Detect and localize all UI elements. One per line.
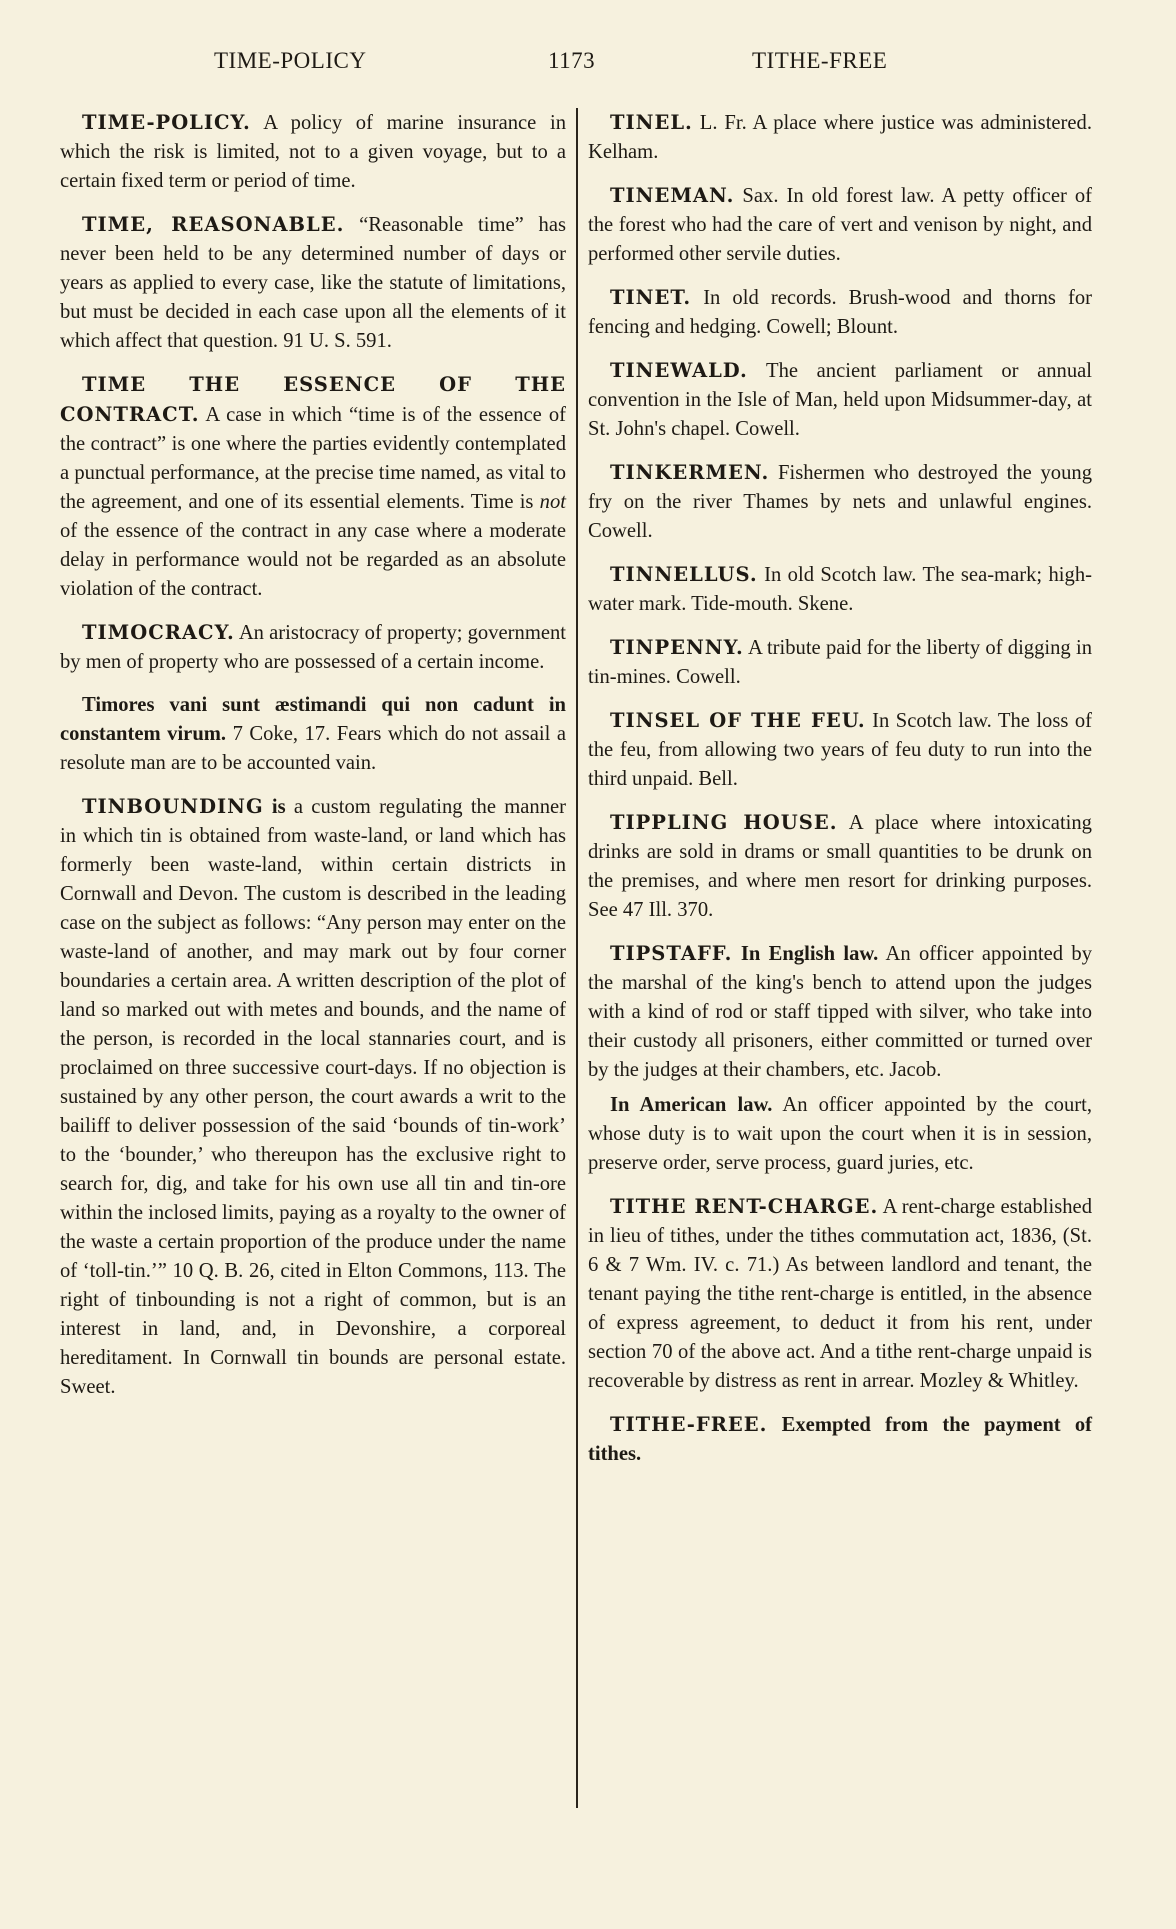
- definition: L. Fr. A place where justice was administered. Kelham.: [588, 112, 1092, 163]
- emphasis: not: [539, 491, 566, 513]
- entry-tithe-rent-charge: [588, 1192, 1092, 1396]
- headword: TIMOCRACY.: [82, 621, 235, 644]
- entry-tineman: [588, 181, 1092, 269]
- bold-lead: In English law.: [732, 943, 879, 965]
- headword: TINEL.: [610, 111, 693, 134]
- headword: TINET.: [610, 286, 692, 309]
- entry-tinkermen: [588, 458, 1092, 546]
- headword: TITHE RENT-CHARGE.: [610, 1195, 879, 1218]
- page-number: 1173: [548, 48, 596, 73]
- entry-timocracy: [60, 618, 566, 677]
- definition: An officer appointed by the court, whose duty is to wait upon the court when it is in session, preserve order, serve process, guard juries, etc.: [588, 1094, 1092, 1174]
- headword: TINBOUNDING: [82, 795, 264, 818]
- entry-tipstaff: [588, 939, 1092, 1085]
- definition: A place where intoxicating drinks are sold in drams or small quantities to be drunk on the premises, and where men resort for drinking purposes. See 47 Ill. 370.: [588, 812, 1092, 921]
- right-column: [588, 108, 1092, 1483]
- definition: 7 Coke, 17. Fears which do not assail a resolute man are to be accounted vain.: [60, 723, 567, 774]
- headword: TINSEL OF THE FEU.: [610, 709, 866, 732]
- bold-lead: Exempted from the payment of tithes.: [588, 1414, 1092, 1465]
- headword: TIPPLING HOUSE.: [610, 811, 838, 834]
- definition: a custom regulating the manner in which tin is obtained from waste-land, or land which has formerly been waste-land, within certain districts in Cornwall and Devon. The custom is described in the leading case on the subject as follows: “Any person may enter on the waste-land of another, and may mark out by four corner boundaries a certain area. A written description of the plot of land so marked out with metes and bounds, and the name of the person, is recorded in the local stannaries court, and is proclaimed on three successive court-days. If no objection is sustained by any other person, the court awards a writ to the bailiff to deliver possession of the said ‘bounds of tin-work’ to the ‘bounder,’ who thereupon has the exclusive right to search for, dig, and take for his own use all tin and tin-ore within the inclosed limits, paying as a royalty to the owner of the waste a certain proportion of the produce under the name of ‘toll-tin.’” 10 Q. B. 26, cited in Elton Commons, 113. The right of tinbounding is not a right of common, but is an interest in land, and, in Devonshire, a corporeal hereditament. In Cornwall tin bounds are personal estate. Sweet.: [60, 796, 566, 1398]
- entry-tinpenny: [588, 633, 1092, 692]
- definition: In Scotch law. The loss of the feu, from allowing two years of feu duty to run into the third unpaid. Bell.: [588, 710, 1092, 790]
- headword: TINKERMEN.: [610, 461, 770, 484]
- headword: TIME THE ESSENCE OF THE CONTRACT.: [60, 373, 566, 426]
- headword: TITHE-FREE.: [610, 1413, 768, 1436]
- definition: An aristocracy of property; government by men of property who are possessed of a certain income.: [60, 622, 566, 673]
- definition: Sax. In old forest law. A petty officer of the forest who had the care of vert and venison by night, and performed other servile duties.: [588, 185, 1092, 265]
- entry-tinnellus: [588, 560, 1092, 619]
- headword: TIME, REASONABLE.: [82, 213, 345, 236]
- bold-lead: In American law.: [610, 1094, 773, 1116]
- definition: A policy of marine insurance in which the risk is limited, not to a given voyage, but to a certain fixed term or period of time.: [60, 112, 566, 192]
- definition: In old Scotch law. The sea-mark; high-water mark. Tide-mouth. Skene.: [588, 564, 1092, 615]
- definition: The ancient parliament or annual convention in the Isle of Man, held upon Midsummer-day, at St. John's chapel. Cowell.: [588, 360, 1092, 440]
- entry-maxim-timores: [60, 691, 566, 778]
- headword: TIME-POLICY.: [82, 111, 251, 134]
- entry-time-policy: [60, 108, 566, 196]
- entry-tithe-free: [588, 1410, 1092, 1469]
- headword: TINEWALD.: [610, 359, 748, 382]
- entry-time-essence-of-contract: [60, 370, 566, 604]
- running-head: [0, 48, 1176, 82]
- header-right-guide-word: TITHE-FREE: [752, 48, 888, 73]
- entry-tippling-house: [588, 808, 1092, 925]
- headword: TINNELLUS.: [610, 563, 758, 586]
- bold-lead: is: [263, 796, 286, 818]
- headword: TIPSTAFF.: [610, 942, 733, 965]
- definition: A tribute paid for the liberty of digging in tin-mines. Cowell.: [588, 637, 1092, 688]
- headword: TINPENNY.: [610, 636, 744, 659]
- left-column: [60, 108, 566, 1416]
- headword: TINEMAN.: [610, 184, 735, 207]
- definition: Fishermen who destroyed the young fry on the river Thames by nets and unlawful engines. Cowell.: [588, 462, 1092, 542]
- entry-tinewald: [588, 356, 1092, 444]
- latin-maxim: Timores vani sunt æstimandi qui non cadunt in constantem virum.: [60, 694, 566, 745]
- entry-tinet: [588, 283, 1092, 342]
- entry-tinbounding: [60, 792, 566, 1402]
- entry-time-reasonable: [60, 210, 566, 356]
- entry-tipstaff-american: [588, 1091, 1092, 1178]
- entry-tinel: [588, 108, 1092, 167]
- entry-tinsel-of-the-feu: [588, 706, 1092, 794]
- definition: A rent-charge established in lieu of tithes, under the tithes commutation act, 1836, (St. 6 & 7 Wm. IV. c. 71.) As between landlord and tenant, the tenant paying the tithe rent-charge is entitled, in the absence of express agreement, to deduct it from his rent, under section 70 of the above act. And a tithe rent-charge unpaid is recoverable by distress as rent in arrear. Mozley & Whitley.: [588, 1196, 1092, 1392]
- definition-continued: of the essence of the contract in any case where a moderate delay in performance would not be regarded as an absolute violation of the contract.: [60, 520, 566, 600]
- definition: A case in which “time is of the essence of the contract” is one where the parties evidently contemplated a punctual performance, at the precise time named, as vital to the agreement, and one of its essential elements. Time is: [60, 404, 566, 513]
- definition: “Reasonable time” has never been held to be any determined number of days or years as applied to every case, like the statute of limitations, but must be decided in each case upon all the elements of it which affect that question. 91 U. S. 591.: [60, 214, 566, 352]
- definition: An officer appointed by the marshal of the king's bench to attend upon the judges with a kind of rod or staff tipped with silver, who take into their custody all prisoners, either committed or turned over by the judges at their chambers, etc. Jacob.: [588, 943, 1092, 1081]
- definition: In old records. Brush-wood and thorns for fencing and hedging. Cowell; Blount.: [588, 287, 1092, 338]
- header-left-guide-word: TIME-POLICY: [214, 48, 367, 73]
- column-divider: [576, 108, 578, 1808]
